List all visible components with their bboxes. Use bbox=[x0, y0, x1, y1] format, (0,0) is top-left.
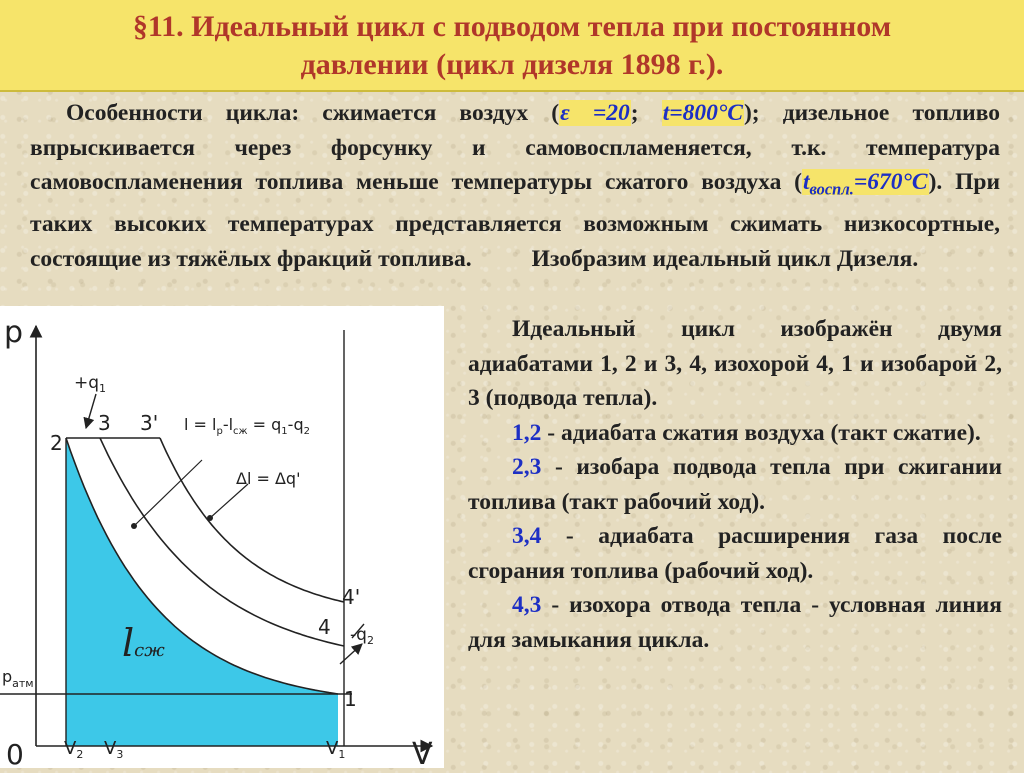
v-axis-label: V bbox=[412, 737, 433, 768]
intro-text-3: ); дизельное топливо впрыскивается через форсунку и самовоспламеняется, т.к. температура самовоспламенения топлива меньше температуры сжатого воздуха ( bbox=[30, 100, 1000, 195]
area-label: lсж bbox=[122, 621, 165, 665]
description-item-1 bbox=[468, 416, 1002, 451]
ignition-value: =670°C bbox=[853, 169, 928, 195]
intro-text-4: ). При таких высоких температурах представляется возможным сжимать низкосортные, состоящие из тяжёлых фракций топлива. bbox=[30, 169, 1000, 272]
slide-title-line-1: §11. Идеальный цикл с подводом тепла при постоянном bbox=[132, 10, 892, 43]
leader-l-dot bbox=[131, 523, 137, 529]
point-2-label: 2 bbox=[50, 431, 63, 455]
description-intro: Идеальный цикл изображён двумя адиабатами 1, 2 и 3, 4, изохорой 4, 1 и изобарой 2, 3 (подвода тепла). bbox=[468, 316, 1002, 411]
slide-title-line-2: давлении (цикл дизеля 1898 г.). bbox=[300, 48, 724, 81]
description-item-4 bbox=[468, 588, 1002, 657]
item-2-number: 2,3 bbox=[512, 454, 542, 480]
patm-label: $p_{атм}$ bbox=[2, 667, 34, 690]
title-bar bbox=[0, 0, 1024, 92]
origin-label: 0 bbox=[6, 738, 24, 768]
v2-label: $V_2$ bbox=[64, 738, 84, 761]
leader-l bbox=[134, 460, 202, 526]
delta-formula: Δl = Δq' bbox=[236, 469, 301, 488]
item-2-text: - изобара подвода тепла при сжигании топлива (такт рабочий ход). bbox=[468, 454, 1002, 515]
intro-text-5: Изобразим идеальный цикл Дизеля. bbox=[531, 245, 919, 272]
description-item-3 bbox=[468, 519, 1002, 588]
v1-label: $V_1$ bbox=[326, 738, 346, 761]
adiabat-3p-4p bbox=[160, 438, 344, 602]
leader-dl-dot bbox=[207, 515, 213, 521]
cycle-description bbox=[468, 312, 1002, 657]
q1-arrow bbox=[86, 394, 96, 428]
ignition-t-symbol: t bbox=[803, 169, 810, 195]
point-4-label: 4 bbox=[318, 615, 331, 639]
pv-diagram-svg bbox=[0, 306, 444, 768]
v3-label: $V_3$ bbox=[104, 738, 124, 761]
item-3-number: 3,4 bbox=[512, 523, 542, 549]
ignition-subscript: воспл. bbox=[809, 179, 854, 199]
compression-ratio-value: ε =20 bbox=[560, 100, 630, 126]
compression-temperature-value: t=800°C bbox=[662, 100, 743, 126]
ignition-temperature-value bbox=[802, 169, 929, 199]
point-3p-label: 3' bbox=[140, 411, 159, 435]
q1-label: $+q_1$ bbox=[74, 373, 107, 395]
leader-dl bbox=[210, 484, 248, 518]
p-axis-label: p bbox=[4, 315, 24, 350]
intro-paragraph bbox=[30, 96, 1000, 276]
item-4-text: - изохора отвода тепла - условная линия для замыкания цикла. bbox=[468, 592, 1002, 653]
point-3-label: 3 bbox=[98, 411, 111, 435]
q2-label: $-q_2$ bbox=[350, 625, 374, 647]
point-1-label: 1 bbox=[344, 687, 357, 711]
intro-text-2: ; bbox=[630, 100, 662, 126]
item-1-text: - адиабата сжатия воздуха (такт сжатие). bbox=[541, 419, 981, 446]
pv-diagram bbox=[0, 306, 444, 768]
item-1-number: 1,2 bbox=[512, 419, 542, 446]
item-3-text: - адиабата расширения газа после сгорания топлива (рабочий ход). bbox=[468, 523, 1002, 584]
work-formula: $l = l_р-l_{сж} = q_1-q_2$ bbox=[184, 415, 310, 437]
item-4-number: 4,3 bbox=[512, 592, 542, 618]
point-4p-label: 4' bbox=[342, 585, 361, 609]
description-item-2 bbox=[468, 450, 1002, 519]
intro-text-1: Особенности цикла: сжимается воздух ( bbox=[66, 100, 560, 126]
